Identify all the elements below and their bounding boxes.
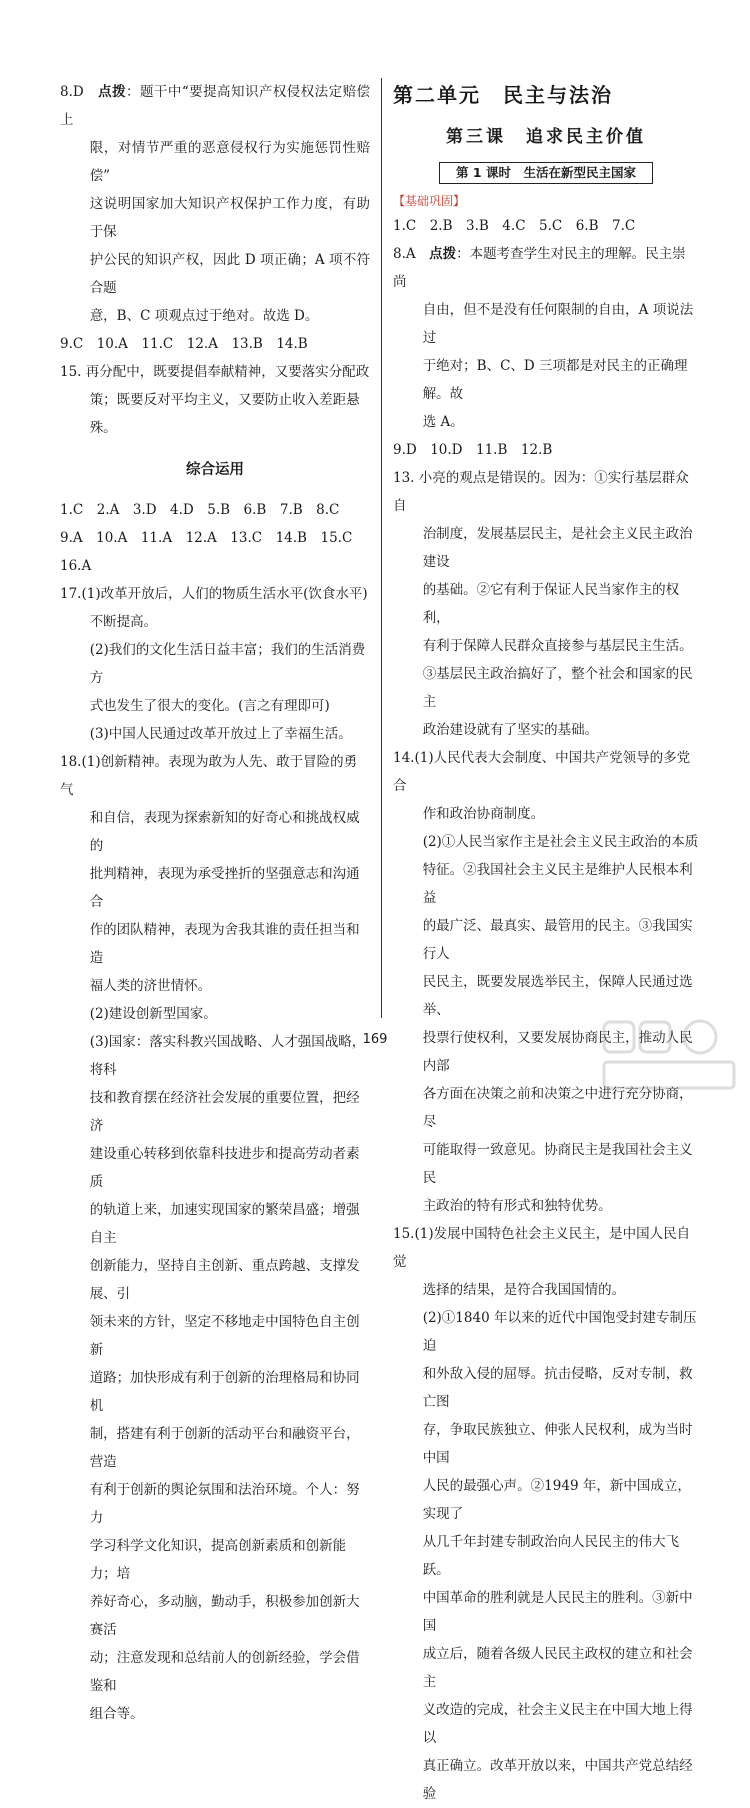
answer-8-text-4: 护公民的知识产权，因此 D 项正确；A 项不符合题 (89, 252, 370, 296)
answer-18-line-1: 18.(1)创新精神。表现为敢为人先、敢于冒险的勇气 (60, 754, 358, 798)
answer-18-line-18: 动；注意发现和总结前人的创新经验，学会借鉴和 (89, 1650, 360, 1694)
basic-answers-line-1: 1.C 2.B 3.B 4.C 5.C 6.B 7.C (393, 218, 636, 234)
answer-8-line-1 (60, 78, 370, 134)
basic-answers-line-2: 9.D 10.D 11.B 12.B (393, 442, 553, 458)
answer-r8-hint-label: 点拨 (429, 246, 457, 262)
answer-15-line-2: 策；既要反对平均主义，又要防止收入差距悬殊。 (89, 392, 360, 436)
comprehensive-answers-line-1: 1.C 2.A 3.D 4.D 5.B 6.B 7.B 8.C (60, 502, 340, 518)
basic-consolidation-label: 【基础巩固】 (393, 194, 466, 208)
answer-r8-line-1 (393, 240, 699, 296)
answer-r15-line-4: 和外敌入侵的屈辱。抗击侵略，反对专制，救亡图 (422, 1366, 693, 1410)
answer-r13-line-4: 有利于保障人民群众直接参与基层民主生活。 (422, 638, 693, 654)
answer-r15-line-8: 中国革命的胜利就是人民民主的胜利。③新中国 (422, 1590, 693, 1634)
comprehensive-answers-line-3: 16.A (60, 558, 92, 574)
answer-8-text-3: 这说明国家加大知识产权保护工作力度，有助于保 (89, 196, 370, 240)
answer-18-line-8: 技和教育摆在经济社会发展的重要位置，把经济 (89, 1090, 360, 1134)
answer-r14-line-5: 的最广泛、最真实、最管用的民主。③我国实行人 (422, 918, 693, 962)
right-column (393, 78, 699, 1808)
comprehensive-answers-line-2: 9.A 10.A 11.A 12.A 13.C 14.B 15.C (60, 530, 353, 546)
lesson-title: 第三课 追求民主价值 (446, 127, 646, 147)
answer-18-line-16: 学习科学文化知识，提高创新素质和创新能力；培 (89, 1538, 347, 1582)
answer-17-line-1: 17.(1)改革开放后，人们的物质生活水平(饮食水平) (60, 586, 368, 602)
answer-r13-line-3: 的基础。②它有利于保证人民当家作主的权利， (422, 582, 680, 626)
answer-18-line-9: 建设重心转移到依靠科技进步和提高劳动者素质 (89, 1146, 360, 1190)
answer-8-text-5: 意，B、C 项观点过于绝对。故选 D。 (89, 308, 319, 324)
watermark-logo-icon (600, 1016, 740, 1096)
answer-r14-line-6: 民民主，既要发展选举民主，保障人民通过选举、 (422, 974, 693, 1018)
answer-18-line-14: 制，搭建有利于创新的活动平台和融资平台，营造 (89, 1426, 360, 1470)
answer-r14-line-1: 14.(1)人民代表大会制度、中国共产党领导的多党合 (393, 750, 691, 794)
answer-18-line-2: 和自信，表现为探索新知的好奇心和挑战权威的 (89, 810, 360, 854)
section-title-comprehensive: 综合运用 (186, 462, 244, 478)
unit-title: 第二单元 民主与法治 (393, 83, 613, 107)
answer-r14-line-7: 投票行使权利，又要发展协商民主，推动人民内部 (422, 1030, 693, 1074)
left-column (60, 78, 370, 1728)
page-number: 169 (362, 1032, 388, 1047)
answer-17-line-5: (3)中国人民通过改革开放过上了幸福生活。 (89, 726, 352, 742)
answer-r14-line-9: 可能取得一致意见。协商民主是我国社会主义民 (422, 1142, 693, 1186)
answer-8-text-1: ：题干中“要提高知识产权侵权法定赔偿上 (60, 84, 371, 128)
answer-18-line-19: 组合等。 (89, 1706, 144, 1722)
answer-17-line-4: 式也发生了很大的变化。(言之有理即可) (89, 698, 330, 714)
answer-r15-line-1: 15.(1)发展中国特色社会主义民主，是中国人民自觉 (393, 1226, 691, 1270)
answer-18-line-4: 作的团队精神，表现为舍我其谁的责任担当和造 (89, 922, 360, 966)
answer-r14-line-2: 作和政治协商制度。 (422, 806, 545, 822)
answer-r15-line-11: 真正确立。改革开放以来，中国共产党总结经验 (422, 1758, 693, 1802)
answer-r14-line-10: 主政治的特有形式和独特优势。 (422, 1198, 612, 1214)
answer-r15-line-2: 选择的结果，是符合我国国情的。 (422, 1282, 626, 1298)
answer-r15-line-9: 成立后，随着各级人民民主政权的建立和社会主 (422, 1646, 693, 1690)
answer-18-line-7: (3)国家：落实科教兴国战略、人才强国战略，将科 (89, 1034, 366, 1078)
answer-r13-line-2: 治制度，发展基层民主，是社会主义民主政治建设 (422, 526, 693, 570)
answer-r14-line-3: (2)①人民当家作主是社会主义民主政治的本质 (422, 834, 699, 850)
answer-15-line-1: 15. 再分配中，既要提倡奉献精神，又要落实分配政 (60, 364, 370, 380)
answer-r8-text-2: 自由，但不是没有任何限制的自由，A 项说法过 (422, 302, 694, 346)
answer-r8-text-3: 于绝对；B、C、D 三项都是对民主的正确理解。故 (422, 358, 688, 402)
answer-18-line-6: (2)建设创新型国家。 (89, 1006, 217, 1022)
column-divider (381, 78, 382, 1018)
answer-18-line-10: 的轨道上来，加速实现国家的繁荣昌盛；增强自主 (89, 1202, 360, 1246)
answer-r13-line-6: 政治建设就有了坚实的基础。 (422, 722, 599, 738)
answer-18-line-13: 道路；加快形成有利于创新的治理格局和协同机 (89, 1370, 360, 1414)
answer-r8-text-1: ：本题考查学生对民主的理解。民主崇尚 (393, 246, 686, 290)
answer-r15-line-6: 人民的最强心声。②1949 年，新中国成立，实现了 (422, 1478, 691, 1522)
answer-18-line-17: 养好奇心，多动脑，勤动手，积极参加创新大赛活 (89, 1594, 360, 1638)
answer-r14-line-8: 各方面在决策之前和决策之中进行充分协商，尽 (422, 1086, 693, 1130)
answer-r14-line-4: 特征。②我国社会主义民主是维护人民根本利益 (422, 862, 693, 906)
answer-18-line-11: 创新能力，坚持自主创新、重点跨越、支撑发展、引 (89, 1258, 360, 1302)
answer-r8-text-4: 选 A。 (422, 414, 464, 430)
answer-r13-line-1: 13. 小亮的观点是错误的。因为：①实行基层群众自 (393, 470, 689, 514)
answer-8-number: 8.D (60, 84, 84, 100)
answer-18-line-15: 有利于创新的舆论氛围和法治环境。个人：努力 (89, 1482, 360, 1526)
answer-17-line-2: 不断提高。 (89, 614, 158, 630)
answer-r15-line-10: 义改造的完成，社会主义民主在中国大地上得以 (422, 1702, 693, 1746)
answers-9-14: 9.C 10.A 11.C 12.A 13.B 14.B (60, 336, 308, 352)
answer-8-text-2: 限，对情节严重的恶意侵权行为实施惩罚性赔偿” (89, 140, 370, 184)
answer-8-block (60, 78, 370, 330)
answer-r15-line-5: 存，争取民族独立、伸张人民权利，成为当时中国 (422, 1422, 693, 1466)
answer-r15-line-3: (2)①1840 年以来的近代中国饱受封建专制压迫 (422, 1310, 697, 1354)
period-title-box: 第 1 课时 生活在新型民主国家 (439, 162, 653, 184)
answer-18-line-3: 批判精神，表现为承受挫折的坚强意志和沟通合 (89, 866, 360, 910)
answer-r8-number: 8.A (393, 246, 416, 262)
answer-r13-line-5: ③基层民主政治搞好了，整个社会和国家的民主 (422, 666, 693, 710)
answer-18-line-5: 福人类的济世情怀。 (89, 978, 212, 994)
answer-r15-line-7: 从几千年封建专制政治向人民民主的伟大飞跃。 (422, 1534, 680, 1578)
answer-17-line-3: (2)我们的文化生活日益丰富；我们的生活消费方 (89, 642, 366, 686)
answer-8-hint-label: 点拨 (98, 84, 127, 100)
answer-18-line-12: 领未来的方针，坚定不移地走中国特色自主创新 (89, 1314, 360, 1358)
